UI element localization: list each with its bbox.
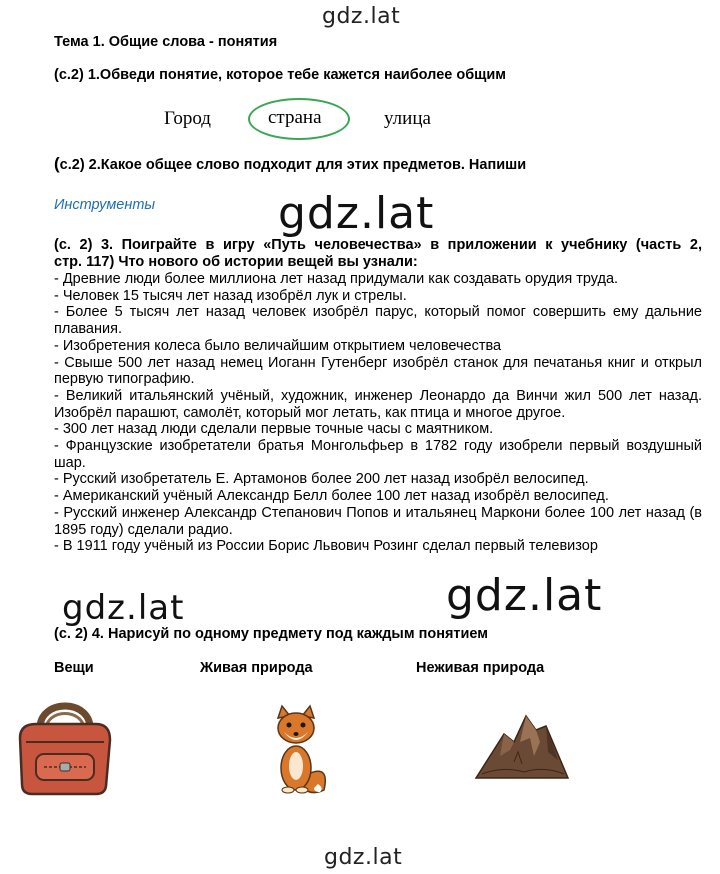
task1-word-street: улица (384, 108, 431, 129)
fact-item: - В 1911 году учёный из России Борис Львович Розинг сделал первый телевизор (54, 538, 598, 555)
category-things: Вещи (54, 660, 94, 676)
watermark-left: gdz.lat (62, 588, 185, 628)
task3-prompt (54, 237, 702, 270)
fact-item: - Свыше 500 лет назад немец Иоганн Гутенберг изобрёл станок для печатанья книг и открыл первую типографию. (54, 354, 702, 388)
category-living-nature: Живая природа (200, 660, 313, 676)
fact-item: - Русский изобретатель Е. Артамонов более 200 лет назад изобрёл велосипед. (54, 471, 589, 488)
task2-answer: Инструменты (54, 197, 156, 213)
mountain-icon (474, 712, 570, 782)
watermark-top: gdz.lat (322, 4, 401, 29)
fox-icon (268, 704, 330, 796)
task2-prompt-paren: ( (54, 154, 60, 173)
category-nonliving-nature: Неживая природа (416, 660, 545, 676)
fact-item: - Американский учёный Александр Белл более 100 лет назад изобрёл велосипед. (54, 488, 609, 505)
task3-facts (54, 271, 702, 555)
fact-item: - 300 лет назад люди сделали первые точные часы с маятником. (54, 421, 494, 438)
task2-prompt (54, 154, 526, 174)
fact-item: - Древние люди более миллиона лет назад придумали как создавать орудия труда. (54, 271, 619, 287)
task1-word-city: Город (164, 108, 211, 129)
task1-prompt: (с.2) 1.Обведи понятие, которое тебе кажется наиболее общим (54, 67, 507, 83)
fact-item: - Более 5 тысяч лет назад человек изобрёл парус, который помог совершить ему дальние плавания. (54, 304, 702, 338)
fact-item: - Французские изобретатели братья Монгольфьер в 1782 году изобрели первый воздушный шар. (54, 438, 702, 471)
task1-word-country: страна (268, 107, 322, 128)
watermark-right: gdz.lat (446, 570, 603, 621)
topic-title: Тема 1. Общие слова - понятия (54, 34, 278, 50)
fact-item: - Изобретения колеса было величайшим открытием человечества (54, 337, 502, 354)
fact-item: - Русский инженер Александр Степанович Попов и итальянец Маркони более 100 лет назад (в 1895 году) сделали радио. (54, 504, 702, 538)
fact-item: - Человек 15 тысяч лет назад изобрёл лук и стрелы. (54, 287, 407, 304)
watermark-bottom: gdz.lat (324, 845, 403, 870)
task4-prompt: (с. 2) 4. Нарисуй по одному предмету под каждым понятием (54, 626, 489, 642)
task2-prompt-text: с.2) 2.Какое общее слово подходит для этих предметов. Напиши (59, 157, 527, 173)
task3-prompt-line-1: (с. 2) 3. Поиграйте в игру «Путь человечества» в приложении к учебнику (часть 2, (54, 237, 702, 253)
fact-item: - Великий итальянский учёный, художник, инженер Леонардо да Винчи жил 500 лет назад. Изобрёл парашют, самолёт, который мог летать, как птица и многое другое. (54, 387, 702, 421)
bag-icon (10, 690, 120, 800)
task3-prompt-line-2: стр. 117) Что нового об истории вещей вы узнали: (54, 253, 418, 270)
watermark-middle: gdz.lat (278, 188, 435, 239)
